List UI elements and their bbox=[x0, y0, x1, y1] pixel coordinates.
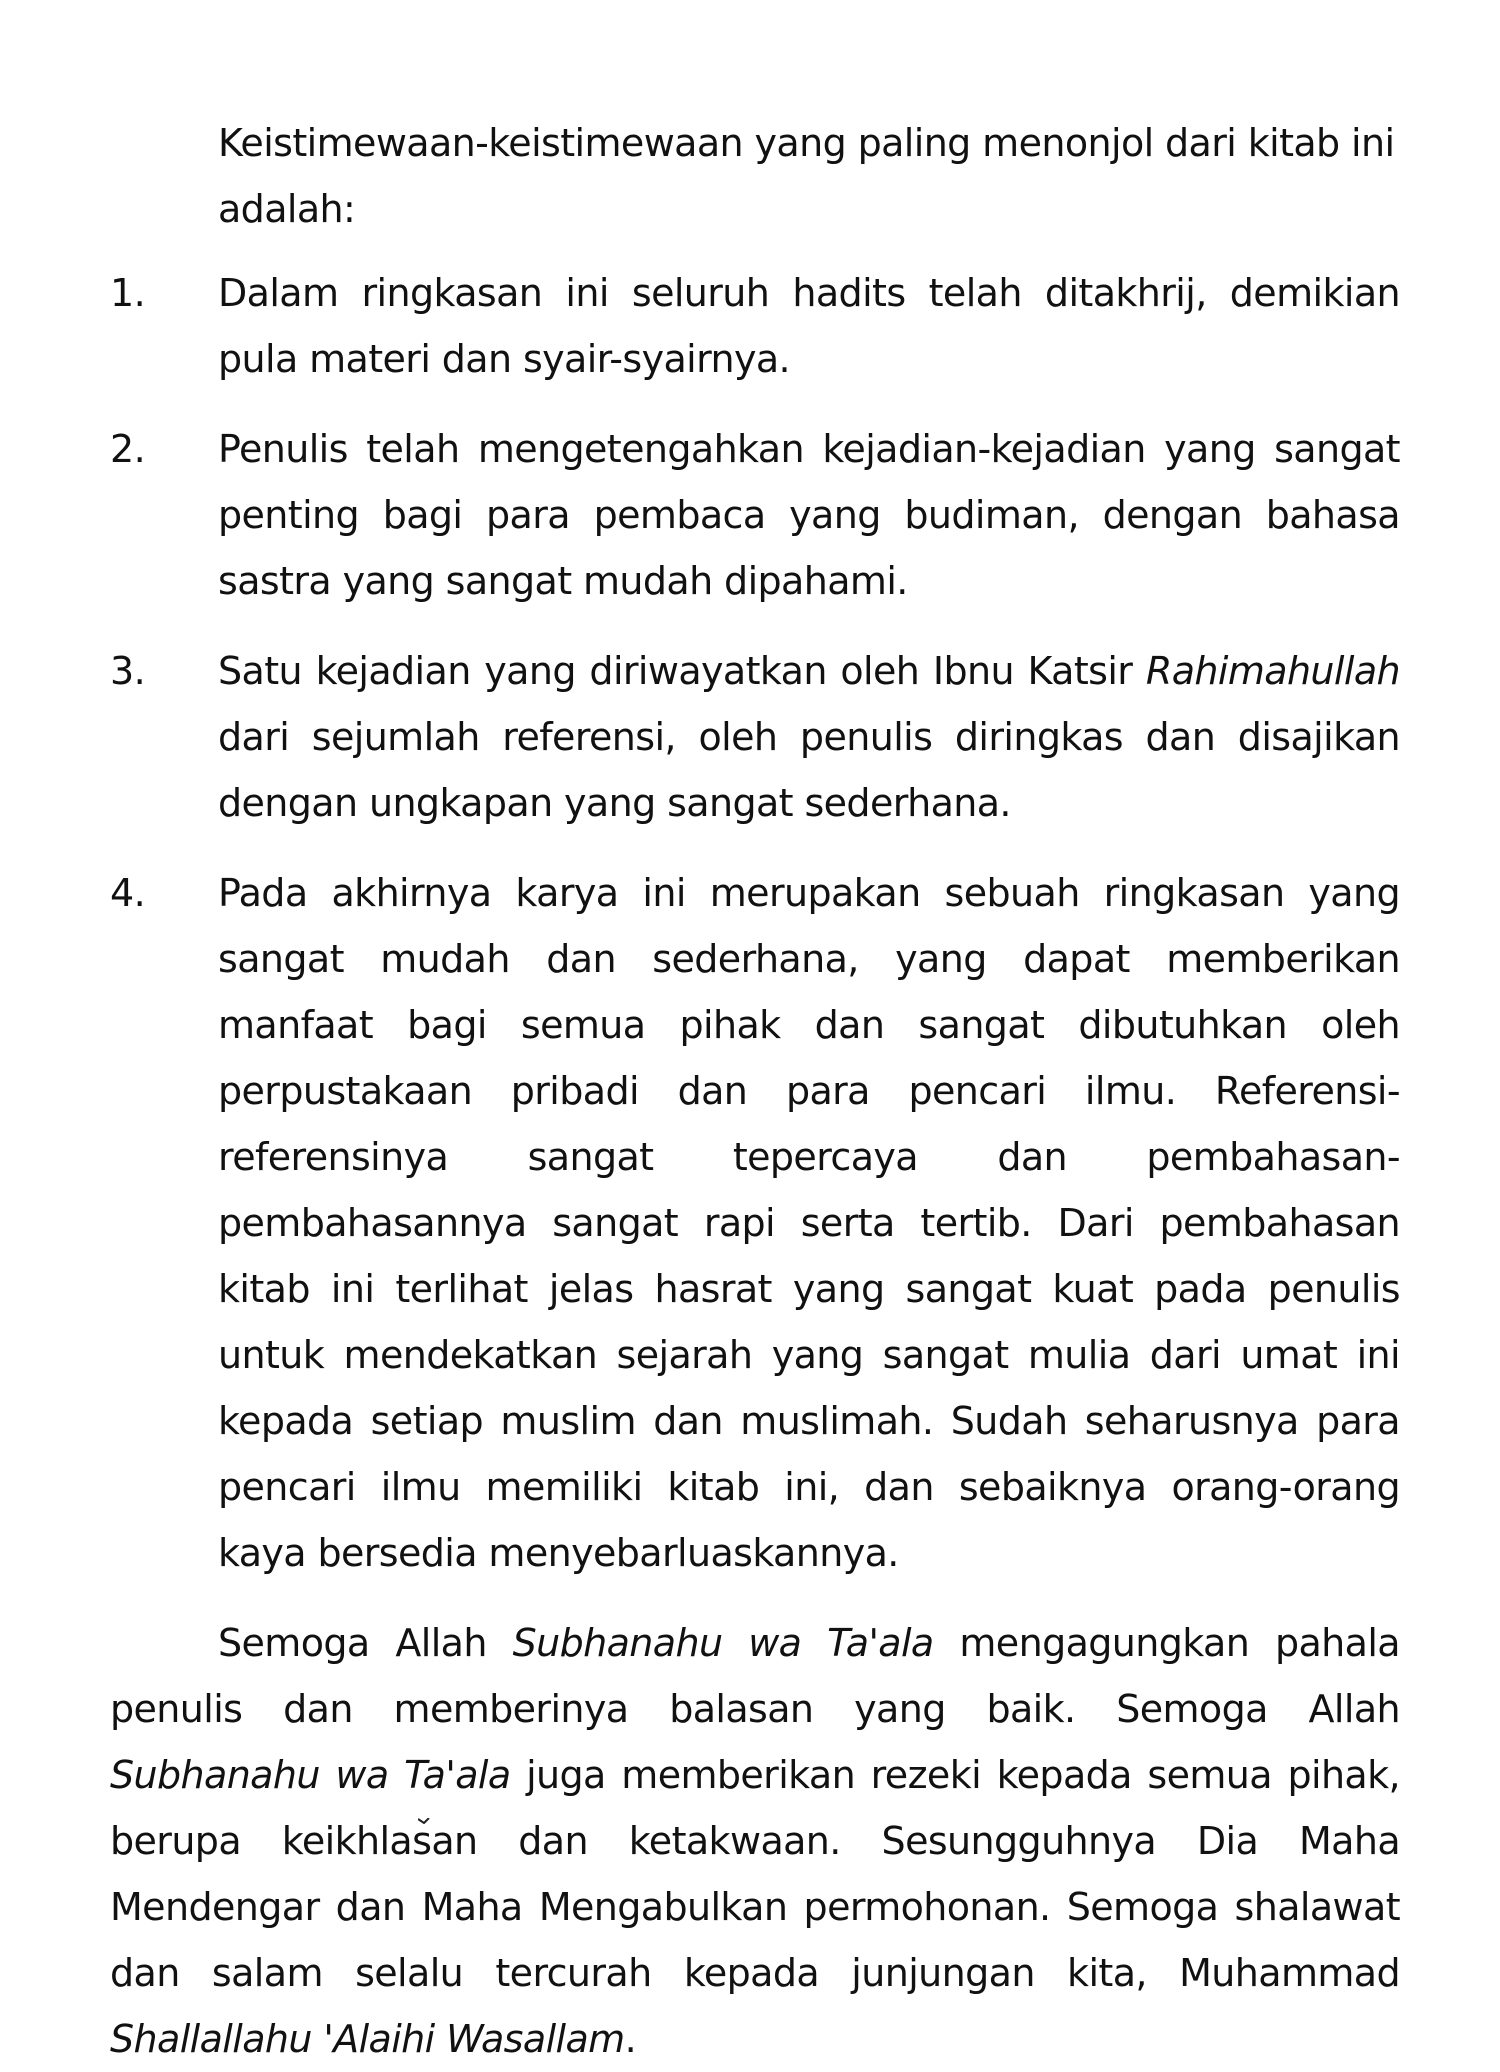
closing-text: Semoga Allah bbox=[218, 1621, 513, 1665]
list-item bbox=[110, 860, 1400, 1586]
item-text: Dalam ringkasan ini seluruh hadits telah ditakhrij, demikian pula materi dan syair-syairnya. bbox=[218, 271, 1400, 381]
italic-term: Rahimahullah bbox=[1145, 649, 1400, 693]
italic-term: Subhanahu wa Ta'ala bbox=[110, 1753, 511, 1797]
item-number: 1. bbox=[110, 271, 146, 315]
item-text-part: Satu kejadian yang diriwayatkan oleh Ibnu Katsir bbox=[218, 649, 1146, 693]
item-text: Penulis telah mengetengahkan kejadian-kejadian yang sangat penting bagi para pembaca yang budiman, dengan bahasa sastra yang sangat mudah dipahami. bbox=[218, 427, 1400, 603]
list-item bbox=[110, 260, 1400, 392]
item-number: 4. bbox=[110, 871, 146, 915]
feature-list bbox=[110, 260, 1400, 1586]
closing-paragraph bbox=[110, 1610, 1400, 2072]
item-number: 3. bbox=[110, 649, 146, 693]
item-text bbox=[218, 638, 1400, 836]
closing-text: mengagungkan pahala penulis dan memberinya balasan yang baik. Semoga Allah bbox=[110, 1621, 1400, 1731]
item-number: 2. bbox=[110, 427, 146, 471]
item-text-part: dari sejumlah referensi, oleh penulis diringkas dan disajikan dengan ungkapan yang sangat sederhana. bbox=[218, 715, 1400, 825]
document-body bbox=[110, 110, 1400, 2072]
scan-speck-icon bbox=[418, 1818, 430, 1824]
intro-paragraph: Keistimewaan-keistimewaan yang paling menonjol dari kitab ini adalah: bbox=[218, 121, 1395, 231]
item-text: Pada akhirnya karya ini merupakan sebuah ringkasan yang sangat mudah dan sederhana, yang dapat memberikan manfaat bagi semua pihak dan sangat dibutuhkan oleh perpustakaan pribadi dan para pencari ilmu. Referensi-referensinya sangat tepercaya dan pembahasan-pembahasannya sangat rapi serta tertib. Dari pembahasan kitab ini terlihat jelas hasrat yang sangat kuat pada penulis untuk mendekatkan sejarah yang sangat mulia dari umat ini kepada setiap muslim dan muslimah. Sudah seharusnya para pencari ilmu memiliki kitab ini, dan sebaiknya orang-orang kaya bersedia menyebarluaskannya. bbox=[218, 871, 1400, 1575]
closing-text: . bbox=[624, 2017, 637, 2061]
italic-term: Subhanahu wa Ta'ala bbox=[512, 1621, 934, 1665]
list-item bbox=[110, 638, 1400, 836]
closing-text: juga memberikan rezeki kepada semua pihak, berupa keikhlasan dan ketakwaan. Sesungguhnya Dia Maha Mendengar dan Maha Mengabulkan permohonan. Semoga shalawat dan salam selalu tercurah kepada junjungan kita, Muhammad bbox=[110, 1753, 1401, 1995]
italic-term: Shallallahu 'Alaihi Wasallam bbox=[110, 2017, 625, 2061]
list-item bbox=[110, 416, 1400, 614]
